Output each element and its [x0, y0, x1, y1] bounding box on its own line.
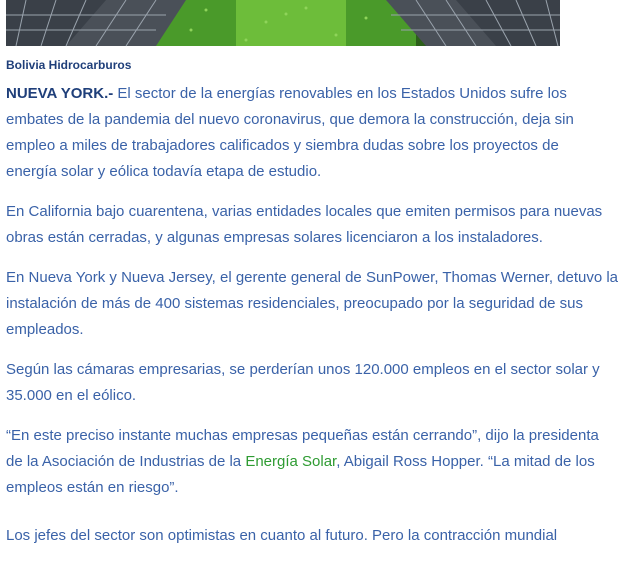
paragraph-4 — [6, 357, 600, 409]
dateline: NUEVA YORK.- — [6, 85, 114, 102]
paragraph-text: Según las cámaras empresarias, se perderían unos 120.000 empleos en el sector solar y — [6, 361, 600, 378]
paragraph-text: empleo a miles de trabajadores calificados y siembra dudas sobre los proyectos de — [6, 137, 559, 154]
paragraph-5 — [6, 423, 599, 501]
energia-solar-link[interactable]: Energía Solar — [245, 453, 337, 470]
paragraph-text: Los jefes del sector son optimistas en cuanto al futuro. Pero la contracción mundial — [6, 527, 558, 544]
paragraph-text: de la Asociación de Industrias de la — [6, 453, 246, 470]
paragraph-text: 35.000 en el eólico. — [6, 387, 137, 404]
paragraph-text: instalación de más de 400 sistemas residenciales, preocupado por la seguridad de sus — [6, 295, 584, 312]
paragraph-3 — [6, 265, 618, 343]
paragraph-2 — [6, 199, 603, 251]
paragraph-text: El sector de la energías renovables en los Estados Unidos sufre los — [113, 85, 567, 102]
paragraph-text: En Nueva York y Nueva Jersey, el gerente general de SunPower, Thomas Werner, detuvo la — [6, 269, 618, 286]
solar-panels-illustration — [6, 0, 560, 46]
paragraph-text: obras están cerradas, y algunas empresas solares licenciaron a los instaladores. — [6, 229, 543, 246]
paragraph-text: En California bajo cuarentena, varias entidades locales que emiten permisos para nuevas — [6, 203, 603, 220]
paragraph-6 — [6, 523, 566, 549]
paragraph-text: embates de la pandemia del nuevo coronavirus, que demora la construcción, deja sin — [6, 111, 574, 128]
paragraph-text: , Abigail Ross Hopper. “La mitad de los — [336, 453, 595, 470]
paragraph-text: empleos están en riesgo”. — [6, 479, 179, 496]
image-caption: Bolivia Hidrocarburos — [6, 58, 132, 72]
article-body — [6, 81, 618, 563]
paragraph-text: “En este preciso instante muchas empresas pequeñas están cerrando”, dijo la presidenta — [6, 427, 599, 444]
paragraph-text: empleados. — [6, 321, 84, 338]
paragraph-1 — [6, 81, 574, 185]
hero-image — [6, 0, 560, 46]
paragraph-text: energía solar y eólica todavía etapa de estudio. — [6, 163, 322, 180]
